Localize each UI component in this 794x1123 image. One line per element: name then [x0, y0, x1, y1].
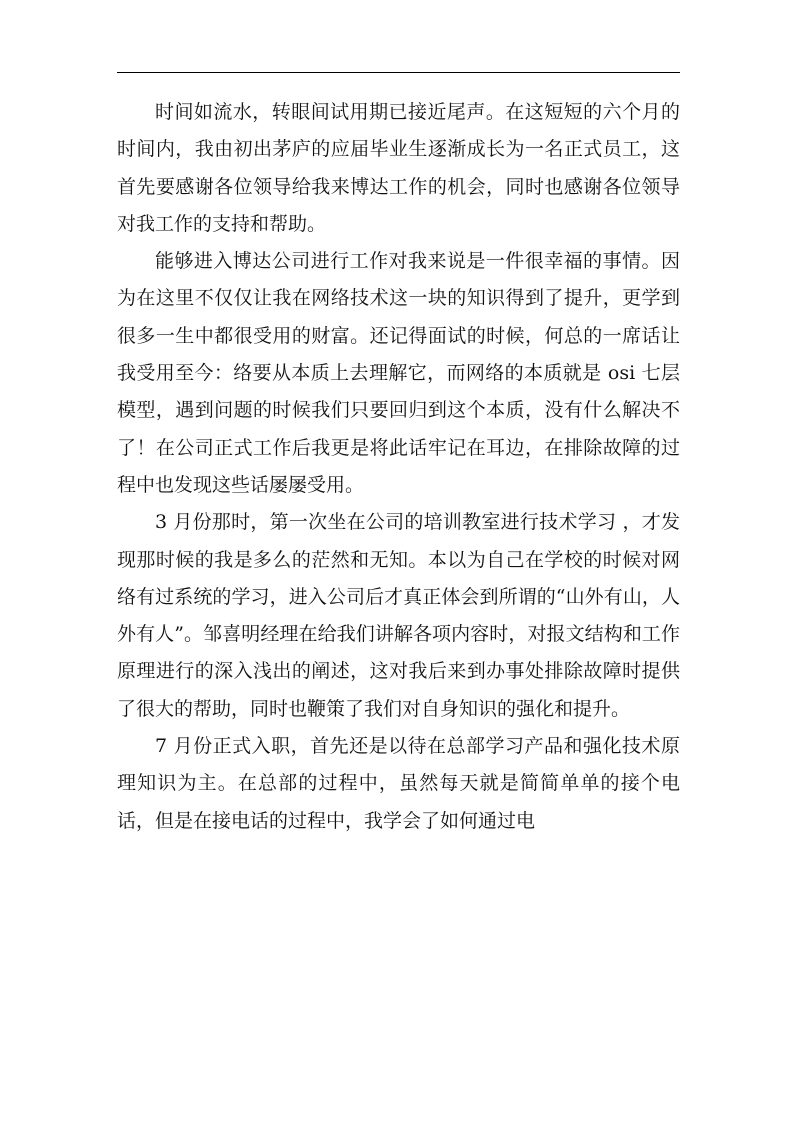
header-divider [117, 72, 680, 73]
paragraph-4: 7 月份正式入职，首先还是以待在总部学习产品和强化技术原理知识为主。在总部的过程中，虽然每天就是简简单单的接个电话，但是在接电话的过程中，我学会了如何通过电 [117, 735, 680, 832]
paragraph-3: 3 月份那时，第一次坐在公司的培训教室进行技术学习 ，才发现那时候的我是多么的茫然和无知。本以为自己在学校的时候对网络有过系统的学习，进入公司后才真正体会到所谓的“山外有山，人外有人”。邹喜明经理在给我们讲解各项内容时，对报文结构和工作原理进行的深入浅出的阐述，这对我后来到办事处排除故障时提供了很大的帮助，同时也鞭策了我们对自身知识的强化和提升。 [117, 511, 680, 720]
paragraph-2: 能够进入博达公司进行工作对我来说是一件很幸福的事情。因为在这里不仅仅让我在网络技术这一块的知识得到了提升，更学到很多一生中都很受用的财富。还记得面试的时候，何总的一席话让我受用至今：络要从本质上去理解它，而网络的本质就是 osi 七层模型，遇到问题的时候我们只要回归到这个本质，没有什么解决不了！在公司正式工作后我更是将此话牢记在耳边，在排除故障的过程中也发现这些话屡屡受用。 [117, 250, 680, 496]
paragraph-1: 时间如流水，转眼间试用期已接近尾声。在这短短的六个月的时间内，我由初出茅庐的应届毕业生逐渐成长为一名正式员工，这首先要感谢各位领导给我来博达工作的机会，同时也感谢各位领导对我工作的支持和帮助。 [117, 101, 680, 235]
document-body [117, 94, 680, 840]
